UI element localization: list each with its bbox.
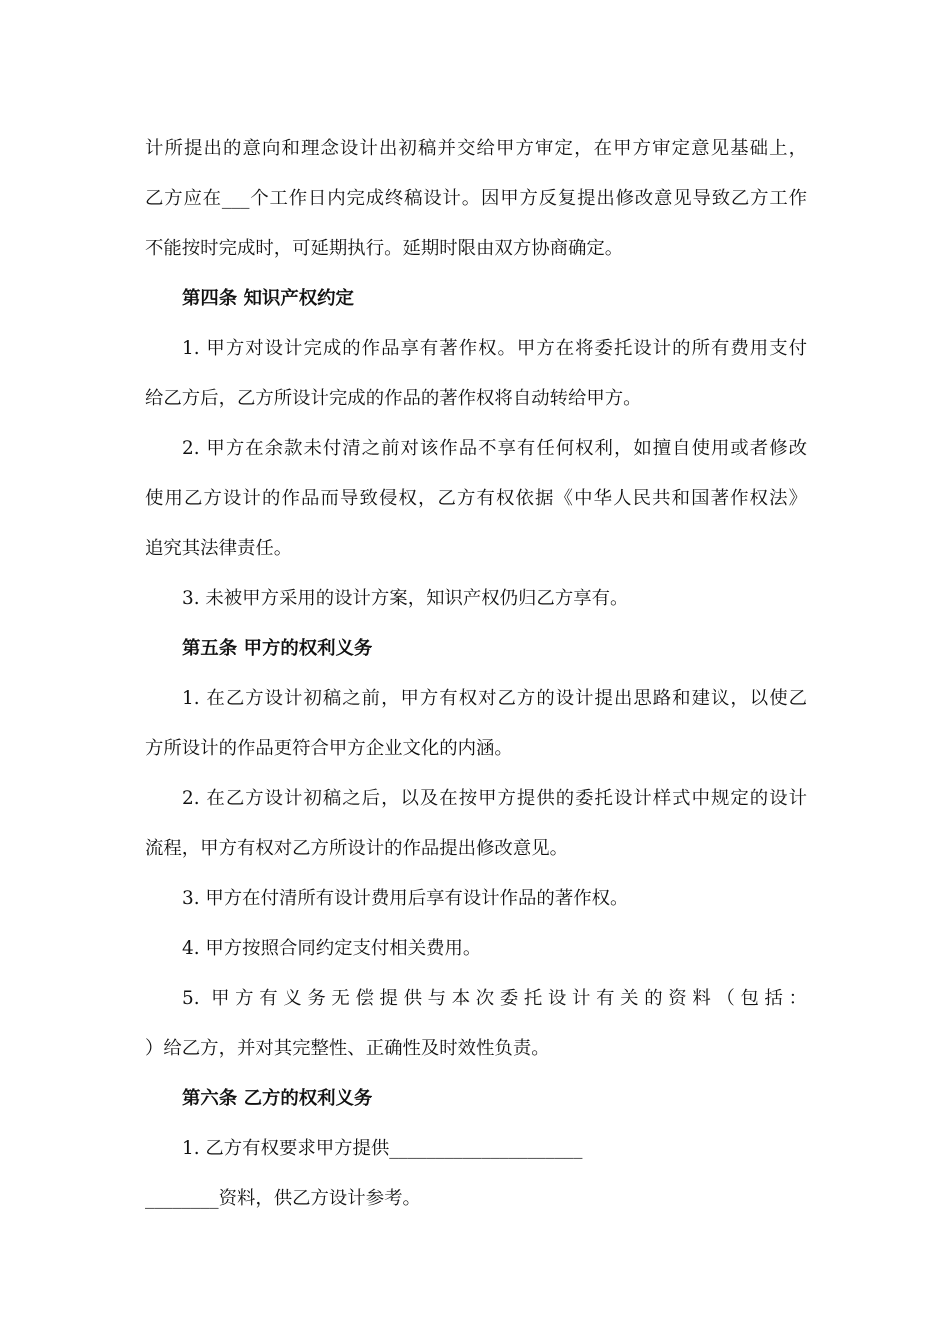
paragraph-line: 3. 未被甲方采用的设计方案，知识产权仍归乙方享有。 — [182, 588, 629, 609]
section-heading-6: 第六条 乙方的权利义务 — [182, 1088, 373, 1109]
paragraph-line: 追究其法律责任。 — [145, 538, 293, 559]
paragraph-line: 2. 甲方在余款未付清之前对该作品不享有任何权利，如擅自使用或者修改 — [182, 438, 807, 459]
paragraph-line: 流程，甲方有权对乙方所设计的作品提出修改意见。 — [145, 838, 568, 859]
paragraph-line: ________资料，供乙方设计参考。 — [145, 1188, 421, 1209]
paragraph-line: 2. 在乙方设计初稿之后，以及在按甲方提供的委托设计样式中规定的设计 — [182, 788, 807, 809]
paragraph-line: 方所设计的作品更符合甲方企业文化的内涵。 — [145, 738, 513, 759]
paragraph-line: 5. 甲方有义务无偿提供与本次委托设计有关的资料（包括： — [182, 988, 807, 1009]
paragraph-line: 1. 在乙方设计初稿之前，甲方有权对乙方的设计提出思路和建议，以使乙 — [182, 688, 807, 709]
paragraph-line: ）给乙方，并对其完整性、正确性及时效性负责。 — [145, 1038, 550, 1059]
paragraph-line: 3. 甲方在付清所有设计费用后享有设计作品的著作权。 — [182, 888, 629, 909]
paragraph-line: 乙方应在___个工作日内完成终稿设计。因甲方反复提出修改意见导致乙方工作 — [145, 188, 807, 209]
paragraph-line: 计所提出的意向和理念设计出初稿并交给甲方审定，在甲方审定意见基础上， — [145, 138, 807, 159]
document-page — [145, 124, 807, 1224]
paragraph-line: 1. 甲方对设计完成的作品享有著作权。甲方在将委托设计的所有费用支付 — [182, 338, 807, 359]
section-heading-5: 第五条 甲方的权利义务 — [182, 638, 373, 659]
paragraph-line: 给乙方后，乙方所设计完成的作品的著作权将自动转给甲方。 — [145, 388, 642, 409]
paragraph-line: 不能按时完成时，可延期执行。延期时限由双方协商确定。 — [145, 238, 624, 259]
section-heading-4: 第四条 知识产权约定 — [182, 288, 354, 309]
paragraph-line: 1. 乙方有权要求甲方提供_____________________ — [182, 1138, 583, 1159]
paragraph-line: 使用乙方设计的作品而导致侵权，乙方有权依据《中华人民共和国著作权法》 — [145, 488, 807, 509]
paragraph-line: 4. 甲方按照合同约定支付相关费用。 — [182, 938, 482, 959]
